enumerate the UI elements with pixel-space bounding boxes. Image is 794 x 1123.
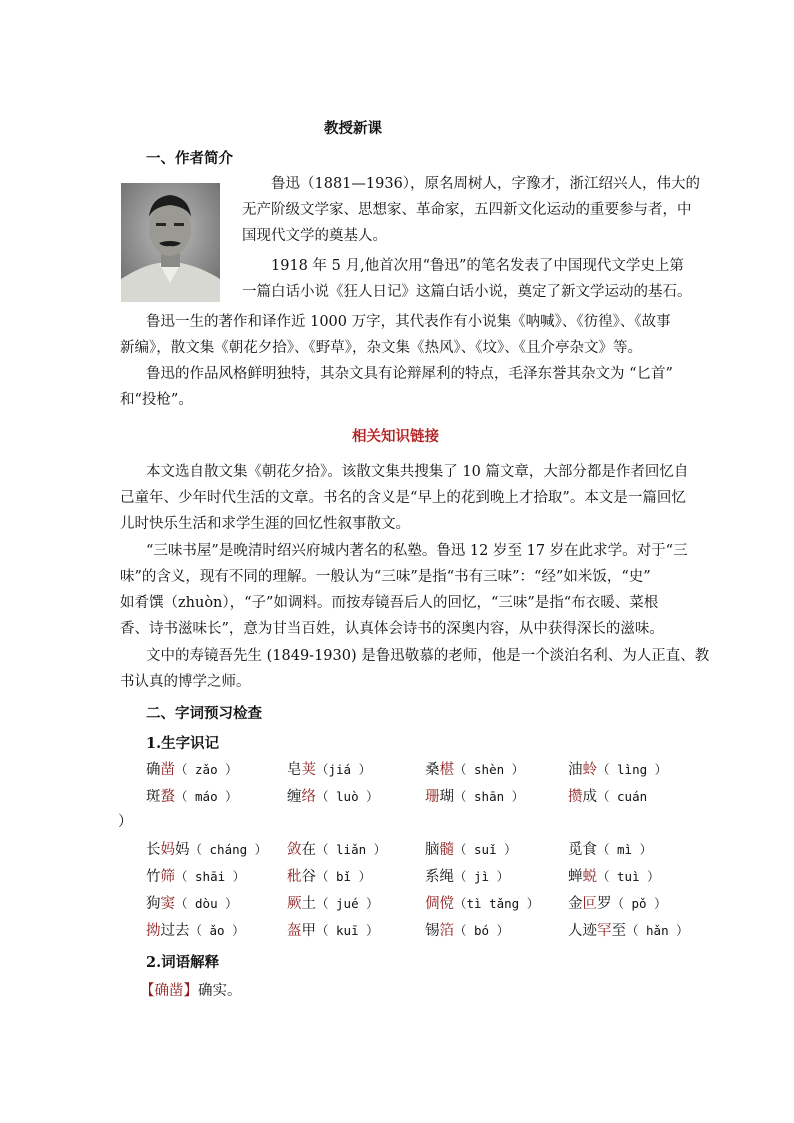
link-p3-l1: 文中的寿镜吾先生 (1849-1930) 是鲁迅敬慕的老师，他是一个淡泊名利、为人正直、教 [146,648,710,664]
vocab-item [568,784,647,810]
vocab-key-char: 敛 [287,842,302,858]
vocab-char: 妈 [175,842,190,858]
vocab-key-char: 蝥 [160,789,175,805]
author-p4-l1: 鲁迅的作品风格鲜明独特，其杂文具有论辩犀利的特点，毛泽东誉其杂文为 “匕首” [146,366,673,382]
vocab-char: 人迹 [568,923,597,939]
vocab-pinyin: （ shāi ） [175,869,246,884]
vocab-char: 锡 [425,923,440,939]
vocab-key-char: 秕 [287,869,302,885]
vocab-pinyin: （ shān ） [454,789,525,804]
vocab-char: 食 [582,842,597,858]
definition-term: 【确凿】 [140,983,198,999]
author-p2-l2: 一篇白话小说《狂人日记》这篇白话小说，奠定了新文学运动的基石。 [242,284,692,300]
vocab-char: 斑 [146,789,161,805]
vocab-row [0,864,794,890]
vocab-item [287,784,379,810]
vocab-pinyin: （ pǒ ） [611,896,667,911]
vocab-char: 觅 [568,842,583,858]
vocab-pinyin: （ luò ） [316,789,379,804]
link-p2-l4: 香、诗书滋味长”，意为甘当百姓，认真体会诗书的深奥内容，从中获得深长的滋味。 [120,621,664,637]
definition-line [140,978,242,1004]
vocab-char: 皂 [287,762,302,778]
vocab-item [425,891,539,917]
vocab-pinyin: （ cuán [597,789,648,804]
vocab-key-char: 椹 [439,762,454,778]
vocab-key-char: 厥 [287,896,302,912]
vocab-char: 瑚 [439,789,454,805]
vocab-char: 竹 [146,869,161,885]
vocab-item [287,757,371,783]
author-p2-l1: 1918 年 5 月,他首次用“鲁迅”的笔名发表了中国现代文学史上第 [271,258,684,274]
vocab-key-char: 蛉 [582,762,597,778]
section-author-title: 一、作者简介 [146,150,233,167]
vocab-pinyin: （ lìng ） [597,762,668,777]
vocab-pinyin: （ ǎo ） [189,923,245,938]
vocab-key-char: 拗 [146,923,161,939]
vocab-char: 脑 [425,842,440,858]
vocab-key-char: 髓 [439,842,454,858]
vocab-key-char: 妈 [160,842,175,858]
vocab-char: 长 [146,842,161,858]
vocab-item [146,891,238,917]
section-vocab-title: 二、字词预习检查 [146,705,262,722]
vocab-char: 土 [301,896,316,912]
vocab-item [287,891,379,917]
vocab-char: 确 [146,762,161,778]
link-p2-l2: 味”的含义，现有不同的理解。一般认为“三味”是指“书有三味”：“经”如米饭，“史” [120,569,651,585]
vocab-char: 桑 [425,762,440,778]
vocab-key-char: 荚 [301,762,316,778]
vocab-item [568,864,660,890]
vocab-pinyin: （ liǎn ） [316,842,387,857]
vocab-pinyin: （ mì ） [597,842,653,857]
vocab-char: 油 [568,762,583,778]
vocab-pinyin: （ zǎo ） [175,762,238,777]
vocab-item [425,784,524,810]
vocab-row [0,918,794,944]
vocab-char: 成 [582,789,597,805]
definition-text: 确实。 [198,983,242,999]
vocab-char: 谷 [301,869,316,885]
vocab-row [0,891,794,917]
vocab-char: 金 [568,896,583,912]
vocab-row [0,757,794,783]
vocab-pinyin: （ máo ） [175,789,238,804]
vocab-item [568,918,689,944]
vocab-key-char: 攒 [568,789,583,805]
vocab-item [425,757,524,783]
link-p3-l2: 书认真的博学之师。 [120,674,251,690]
vocab-item [146,784,238,810]
vocab-pinyin: （ jì ） [454,869,510,884]
vocab-item [146,918,245,944]
vocab-pinyin: （ cháng ） [189,842,268,857]
vocab-key-char: 盔 [287,923,302,939]
vocab-char: 甲 [301,923,316,939]
vocab-char: 过去 [160,923,190,939]
vocab-item [425,918,509,944]
vocab-pinyin: （ jué ） [316,896,379,911]
vocab-char: 绳 [439,869,454,885]
vocab-pinyin: （ bó ） [454,923,510,938]
vocab-key-char: 筛 [160,869,175,885]
vocab-key-char: 箔 [439,923,454,939]
vocab-key-char: 叵 [582,896,597,912]
vocab-item [287,864,371,890]
vocab-pinyin: （ suǐ ） [454,842,517,857]
author-p1-l2: 无产阶级文学家、思想家、革命家，五四新文化运动的重要参与者，中 [242,202,692,218]
vocab-key-char: 蜕 [582,869,597,885]
author-p3-l2: 新编》，散文集《朝花夕拾》、《野草》，杂文集《热风》、《坟》、《且介亭杂文》等。 [120,340,642,356]
vocab-pinyin: （ kuī ） [316,923,379,938]
vocab-item [146,864,245,890]
vocab-pinyin: （ shèn ） [454,762,525,777]
vocab-item [146,837,267,863]
vocab-pinyin: （tì tǎng ） [454,896,540,911]
vocab-item [425,837,517,863]
vocab-item [568,891,667,917]
link-p2-l3: 如肴馔（zhuòn），“子”如调料。而按寿镜吾后人的回忆，“三味”是指“布衣暖、菜根 [120,595,659,611]
vocab-row [0,837,794,863]
vocab-row [0,784,794,810]
vocab-char: 系 [425,869,440,885]
vocab-item [568,757,667,783]
vocab-subtitle-1: 1.生字识记 [146,735,220,752]
author-p1-l1: 鲁迅（1881—1936），原名周树人，字豫才，浙江绍兴人，伟大的 [271,176,701,192]
vocab-char: 狗 [146,896,161,912]
link-p1-l3: 儿时快乐生活和求学生涯的回忆性叙事散文。 [120,516,410,532]
vocab-char: 在 [301,842,316,858]
vocab-subtitle-2: 2.词语解释 [146,954,220,971]
link-p1-l2: 己童年、少年时代生活的文章。书名的含义是“早上的花到晚上才拾取”。本文是一篇回忆 [120,490,686,506]
page-title: 教授新课 [324,120,382,137]
author-p1-l3: 国现代文学的奠基人。 [242,228,387,244]
author-p3-l1: 鲁迅一生的著作和译作近 1000 万字，其代表作有小说集《呐喊》、《彷徨》、《故事 [146,314,671,330]
wrap-paren: ） [118,814,133,830]
section-link-title: 相关知识链接 [352,428,439,445]
vocab-item [425,864,509,890]
vocab-pinyin: （jiá ） [316,762,372,777]
vocab-item [146,757,238,783]
vocab-pinyin: （ dòu ） [175,896,238,911]
link-p1-l1: 本文选自散文集《朝花夕拾》。该散文集共搜集了 10 篇文章，大部分都是作者回忆自 [146,464,689,480]
vocab-char: 缠 [287,789,302,805]
vocab-key-char: 络 [301,789,316,805]
vocab-key-char: 窦 [160,896,175,912]
author-p4-l2: 和“投枪”。 [120,392,193,408]
vocab-char: 蝉 [568,869,583,885]
vocab-pinyin: （ hǎn ） [626,923,689,938]
vocab-item [568,837,652,863]
vocab-key-char: 凿 [160,762,175,778]
vocab-key-char: 珊 [425,789,440,805]
lu-xun-portrait [121,183,220,302]
vocab-item [287,918,379,944]
vocab-char: 罗 [597,896,612,912]
vocab-char: 至 [611,923,626,939]
vocab-pinyin: （ tuì ） [597,869,660,884]
vocab-key-char: 罕 [597,923,612,939]
link-p2-l1: “三味书屋”是晚清时绍兴府城内著名的私塾。鲁迅 12 岁至 17 岁在此求学。对于“三 [146,543,688,559]
vocab-key-char: 倜傥 [425,896,454,912]
vocab-pinyin: （ bǐ ） [316,869,372,884]
vocab-item [287,837,386,863]
